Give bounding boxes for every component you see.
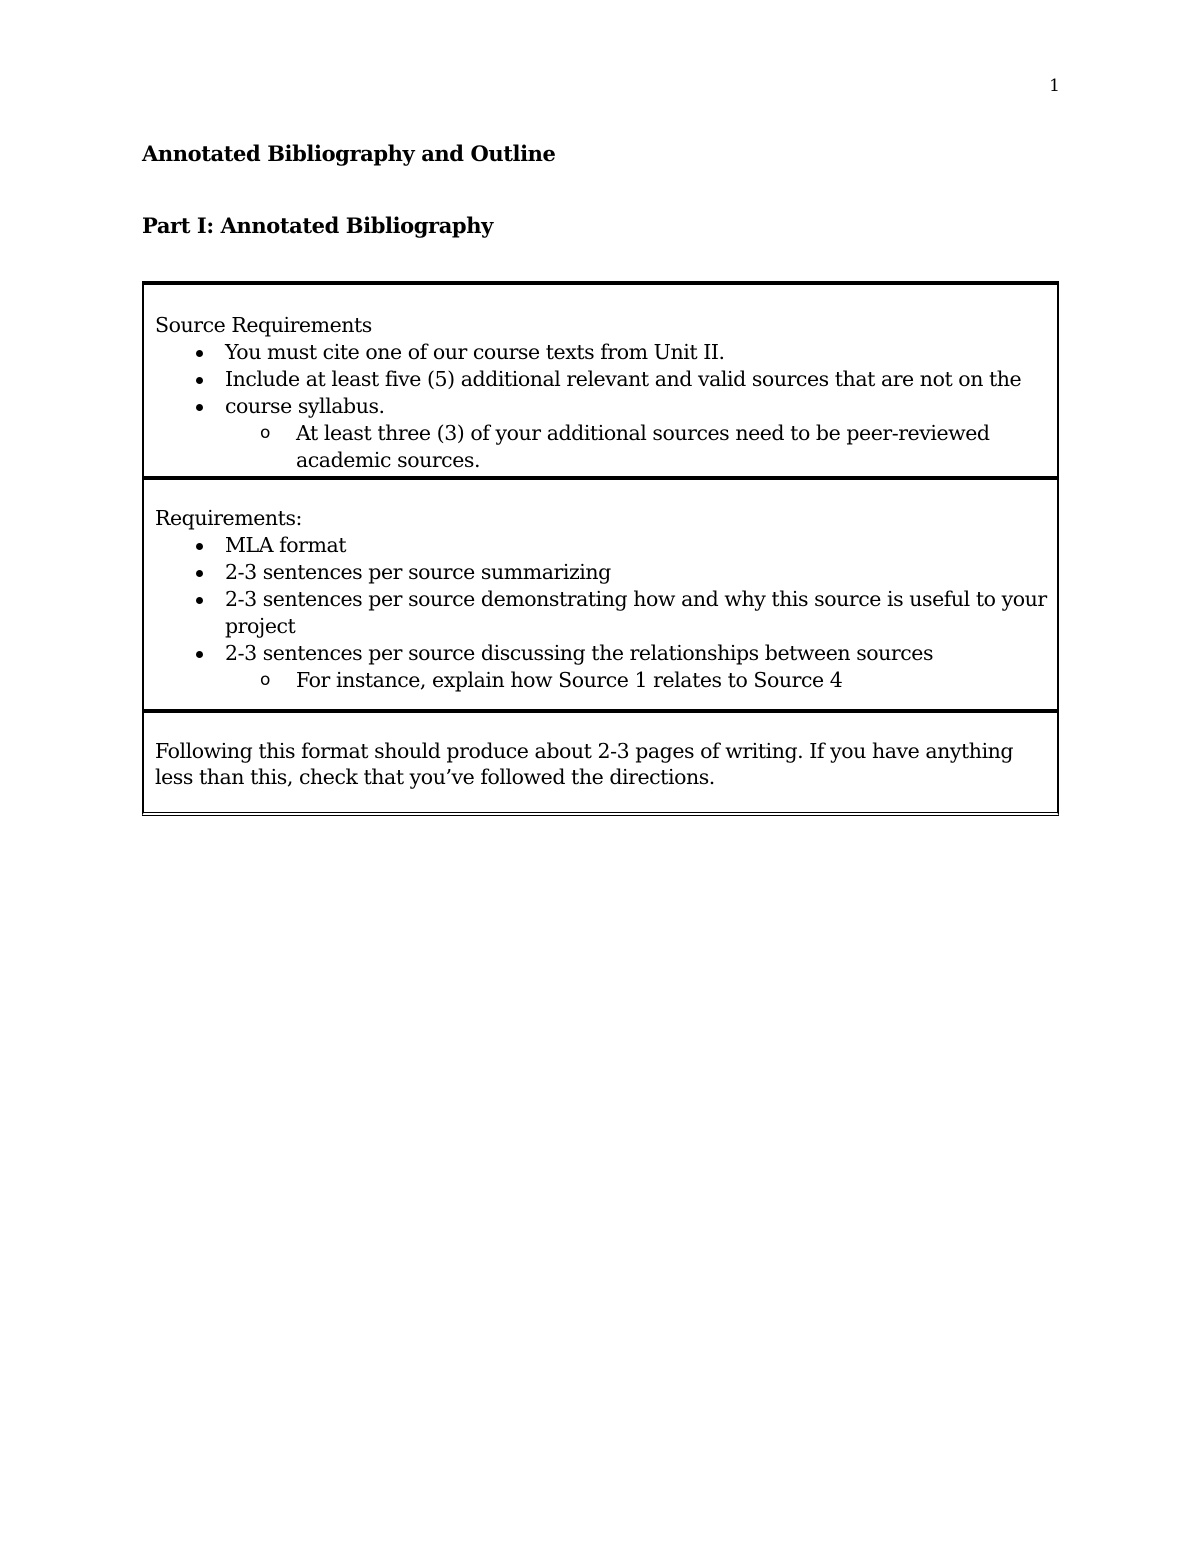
sub-list-item-text: For instance, explain how Source 1 relates to Source 4 xyxy=(296,668,843,692)
source-requirements-sublist xyxy=(155,420,1051,474)
source-requirements-heading: Source Requirements xyxy=(155,313,372,337)
sub-list-item xyxy=(155,667,1051,694)
bullet-icon xyxy=(196,597,203,604)
source-requirements-cell xyxy=(144,285,1057,480)
requirements-cell xyxy=(144,480,1057,713)
bullet-icon xyxy=(196,570,203,577)
bullet-icon xyxy=(196,350,203,357)
source-requirements-list xyxy=(155,339,1051,420)
list-item-text: 2-3 sentences per source summarizing xyxy=(225,560,611,584)
bullet-icon xyxy=(196,404,203,411)
length-note-text: Following this format should produce about 2-3 pages of writing. If you have anything less than this, check that you’ve followed the directions. xyxy=(155,739,1014,789)
sub-bullet-icon: o xyxy=(260,670,270,690)
page-number: 1 xyxy=(1049,76,1060,96)
list-item xyxy=(155,640,1051,667)
list-item xyxy=(155,586,1051,640)
list-item xyxy=(155,559,1051,586)
list-item-text: You must cite one of our course texts from Unit II. xyxy=(225,340,725,364)
document-title: Annotated Bibliography and Outline xyxy=(142,141,556,166)
sub-list-item-text: At least three (3) of your additional sources need to be peer-reviewed academic sources. xyxy=(296,421,990,472)
list-item xyxy=(155,393,1051,420)
part-heading: Part I: Annotated Bibliography xyxy=(142,213,493,238)
requirements-sublist xyxy=(155,667,1051,694)
bullet-icon xyxy=(196,651,203,658)
sub-bullet-icon: o xyxy=(260,423,270,443)
bullet-icon xyxy=(196,543,203,550)
list-item-text: MLA format xyxy=(225,533,347,557)
list-item xyxy=(155,366,1051,393)
sub-list-item xyxy=(155,420,1051,474)
bullet-icon xyxy=(196,377,203,384)
requirements-table xyxy=(142,281,1059,816)
list-item-text: Include at least five (5) additional relevant and valid sources that are not on the xyxy=(225,367,1022,391)
requirements-list xyxy=(155,532,1051,667)
list-item xyxy=(155,532,1051,559)
list-item-text: 2-3 sentences per source discussing the relationships between sources xyxy=(225,641,934,665)
list-item xyxy=(155,339,1051,366)
list-item-text: course syllabus. xyxy=(225,394,385,418)
length-note-cell xyxy=(144,713,1057,812)
requirements-heading: Requirements: xyxy=(155,506,302,530)
list-item-text: 2-3 sentences per source demonstrating how and why this source is useful to your project xyxy=(225,587,1047,638)
